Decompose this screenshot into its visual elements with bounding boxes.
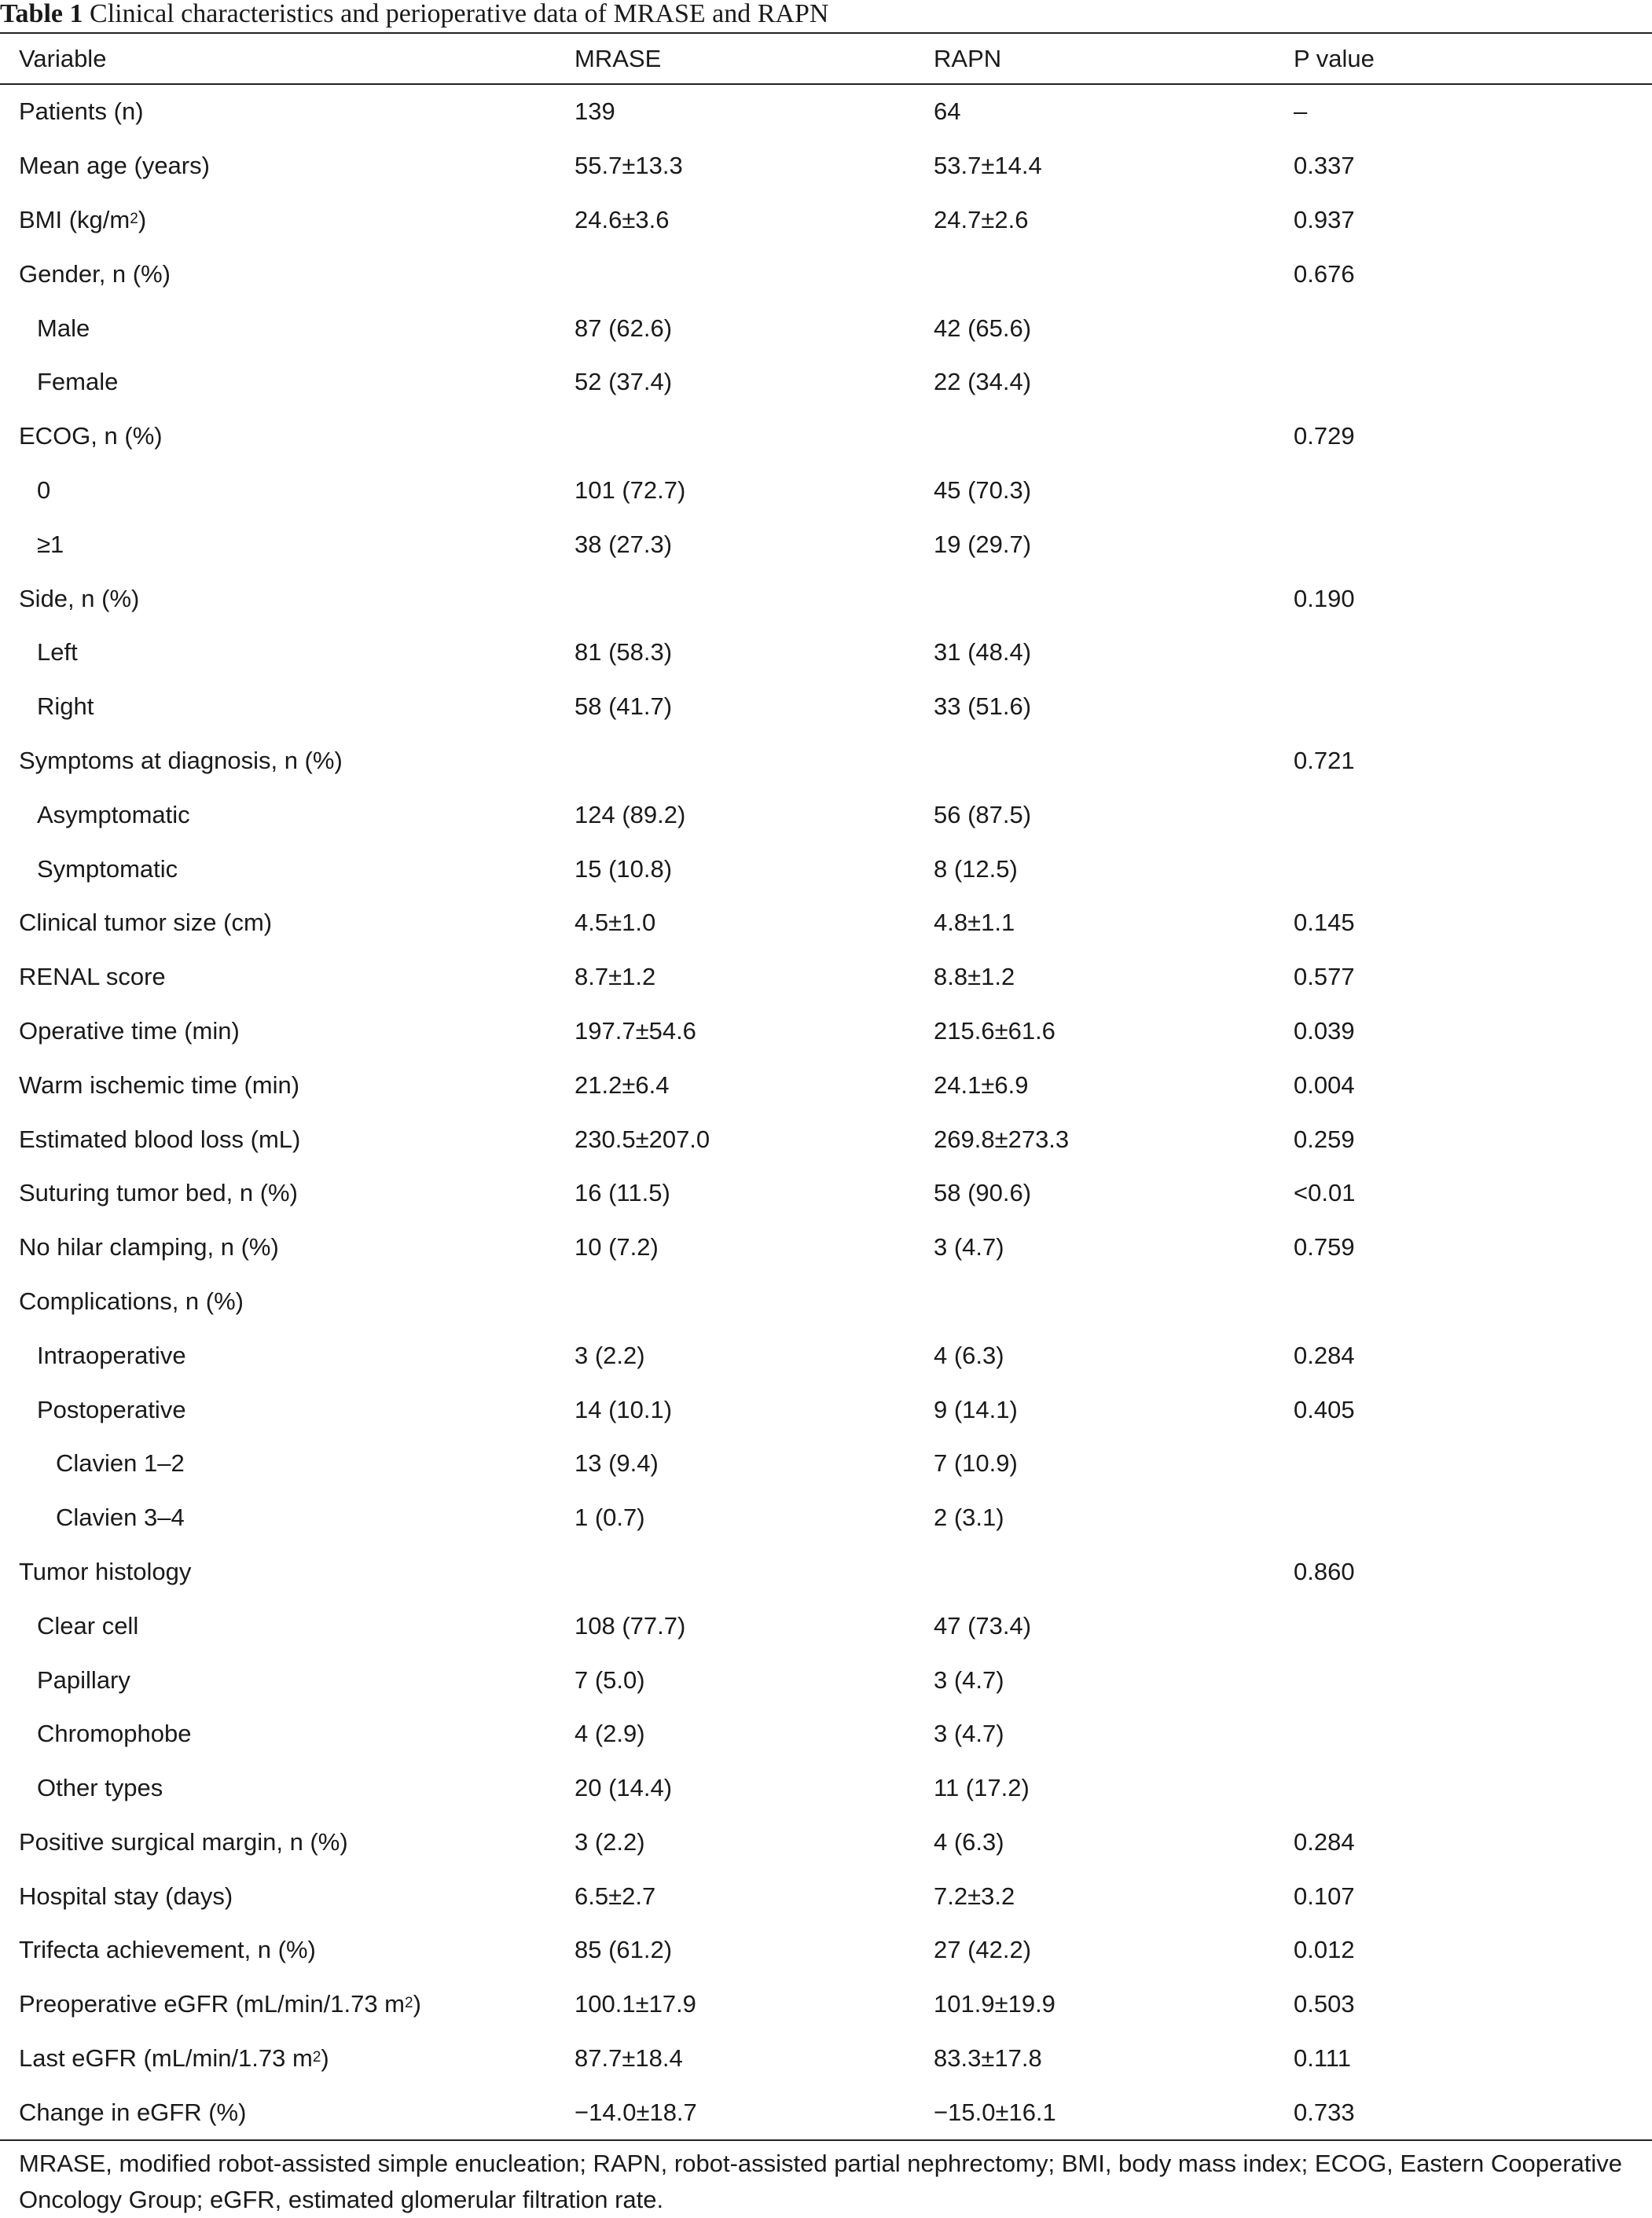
variable-label: Symptoms at diagnosis, n (%): [19, 746, 343, 774]
cell-rapn: 56 (87.5): [934, 800, 1032, 828]
cell-mrase: 6.5±2.7: [575, 1882, 656, 1910]
variable-label: Left: [37, 638, 78, 667]
cell-p-value: 0.039: [1294, 1016, 1355, 1045]
table-row: [0, 2085, 1652, 2139]
cell-variable: [19, 1166, 298, 1221]
cell-mrase: 16 (11.5): [575, 1179, 670, 1207]
variable-label: Clavien 3–4: [56, 1504, 185, 1532]
variable-label: Complications, n (%): [19, 1287, 244, 1315]
variable-label: Clavien 1–2: [56, 1449, 185, 1478]
cell-variable: [19, 409, 163, 464]
variable-label: Clinical tumor size (cm): [19, 909, 273, 937]
table-row: [0, 1816, 1652, 1870]
cell-variable: [37, 788, 190, 842]
table-row: [0, 1869, 1652, 1923]
cell-p-value: 0.733: [1294, 2098, 1355, 2126]
cell-rapn: −15.0±16.1: [934, 2098, 1056, 2126]
cell-mrase: 7 (5.0): [575, 1665, 645, 1694]
variable-label: Intraoperative: [37, 1341, 186, 1369]
table-row: [0, 1004, 1652, 1059]
cell-mrase: 15 (10.8): [575, 854, 673, 883]
table-row: [0, 680, 1652, 734]
cell-variable: BMI (kg/m $^2$ ): [19, 205, 147, 233]
cell-mrase: 230.5±207.0: [575, 1125, 710, 1153]
cell-mrase: 38 (27.3): [575, 530, 673, 558]
variable-suffix: ): [413, 1990, 421, 2018]
cell-mrase: 20 (14.4): [575, 1774, 673, 1802]
variable-label: No hilar clamping, n (%): [19, 1233, 279, 1261]
table-row: [0, 571, 1652, 626]
cell-rapn: 4.8±1.1: [934, 909, 1015, 937]
variable-label: Preoperative eGFR (mL/min/1.73 m: [19, 1990, 406, 2018]
table-row: [0, 1653, 1652, 1707]
cell-rapn: 3 (4.7): [934, 1720, 1004, 1748]
cell-variable: [19, 571, 139, 626]
cell-variable: [19, 734, 343, 788]
cell-p-value: 0.676: [1294, 259, 1355, 288]
cell-rapn: 31 (48.4): [934, 638, 1032, 667]
table-row: [0, 1761, 1652, 1816]
cell-rapn: 269.8±273.3: [934, 1125, 1070, 1153]
table-row: [0, 950, 1652, 1004]
cell-mrase: 87 (62.6): [575, 314, 673, 342]
cell-variable: [19, 1004, 240, 1059]
table-row: [0, 842, 1652, 896]
variable-label: Male: [37, 314, 90, 342]
cell-p-value: 0.729: [1294, 422, 1355, 450]
cell-rapn: 58 (90.6): [934, 1179, 1032, 1207]
cell-rapn: 7.2±3.2: [934, 1882, 1015, 1910]
variable-label: Papillary: [37, 1665, 130, 1694]
cell-p-value: 0.721: [1294, 746, 1355, 774]
table-row: [0, 1058, 1652, 1112]
cell-p-value: 0.012: [1294, 1936, 1355, 1964]
table-row: [0, 1599, 1652, 1653]
variable-label: Hospital stay (days): [19, 1882, 233, 1910]
variable-label: Suturing tumor bed, n (%): [19, 1179, 298, 1207]
table-header: [0, 34, 1652, 83]
cell-rapn: 45 (70.3): [934, 476, 1032, 504]
cell-mrase: 197.7±54.6: [575, 1016, 696, 1045]
header-mrase: MRASE: [575, 44, 662, 72]
cell-variable: [19, 1869, 233, 1923]
table-row: [0, 1977, 1652, 2032]
table-row: [0, 1221, 1652, 1275]
table-row: [0, 1923, 1652, 1977]
cell-p-value: 0.004: [1294, 1070, 1355, 1099]
cell-p-value: 0.259: [1294, 1125, 1355, 1153]
cell-variable: [19, 139, 210, 193]
variable-label: Gender, n (%): [19, 259, 171, 288]
variable-label: Side, n (%): [19, 584, 140, 612]
cell-rapn: 7 (10.9): [934, 1449, 1018, 1478]
cell-rapn: 47 (73.4): [934, 1611, 1032, 1640]
cell-mrase: 58 (41.7): [575, 692, 673, 721]
variable-label: RENAL score: [19, 963, 166, 991]
cell-mrase: 85 (61.2): [575, 1936, 673, 1964]
variable-label: Clear cell: [37, 1611, 139, 1640]
cell-variable: [37, 1599, 138, 1653]
variable-label: Tumor histology: [19, 1557, 192, 1585]
variable-label: BMI (kg/m: [19, 205, 130, 233]
cell-mrase: 10 (7.2): [575, 1233, 659, 1261]
cell-variable: [19, 247, 171, 301]
variable-label: Asymptomatic: [37, 800, 190, 828]
table-row: [0, 788, 1652, 842]
cell-rapn: 3 (4.7): [934, 1233, 1004, 1261]
cell-variable: [56, 1491, 185, 1545]
variable-label: Operative time (min): [19, 1016, 240, 1045]
cell-mrase: 3 (2.2): [575, 1341, 645, 1369]
cell-rapn: 33 (51.6): [934, 692, 1032, 721]
variable-label: Chromophobe: [37, 1720, 192, 1748]
cell-variable: [19, 1112, 300, 1166]
cell-rapn: 9 (14.1): [934, 1395, 1018, 1423]
cell-mrase: 1 (0.7): [575, 1504, 645, 1532]
table-row: [0, 301, 1652, 355]
cell-p-value: 0.937: [1294, 205, 1355, 233]
cell-p-value: 0.145: [1294, 909, 1355, 937]
cell-variable: [37, 464, 50, 518]
variable-label: Estimated blood loss (mL): [19, 1125, 301, 1153]
cell-mrase: 139: [575, 97, 615, 126]
variable-label: 0: [37, 476, 51, 504]
cell-mrase: 14 (10.1): [575, 1395, 673, 1423]
table-row: [0, 1112, 1652, 1166]
cell-variable: [19, 1816, 348, 1870]
cell-mrase: 52 (37.4): [575, 368, 673, 396]
cell-rapn: 8 (12.5): [934, 854, 1018, 883]
variable-label: Other types: [37, 1774, 163, 1802]
cell-p-value: 0.503: [1294, 1990, 1355, 2018]
variable-suffix: ): [321, 2044, 329, 2073]
table-caption: [0, 0, 828, 31]
variable-label: Right: [37, 692, 94, 721]
cell-mrase: 55.7±13.3: [575, 152, 683, 180]
cell-p-value: 0.337: [1294, 152, 1355, 180]
cell-rapn: 215.6±61.6: [934, 1016, 1055, 1045]
cell-variable: [37, 680, 94, 734]
cell-variable: [19, 85, 144, 139]
cell-variable: [19, 1058, 299, 1112]
cell-variable: [19, 1275, 244, 1329]
cell-variable: [37, 517, 64, 571]
variable-label: Female: [37, 368, 119, 396]
table-footnote: MRASE, modified robot-assisted simple enucleation; RAPN, robot-assisted partial nephrectomy; BMI, body mass index; ECOG, Eastern Cooperative Oncology Group; eGFR, estimated glomerular filtration rate.: [19, 2150, 1623, 2213]
cell-rapn: 11 (17.2): [934, 1774, 1030, 1802]
cell-p-value: <0.01: [1294, 1179, 1356, 1207]
cell-mrase: −14.0±18.7: [575, 2098, 697, 2126]
table-row: [0, 1328, 1652, 1383]
cell-p-value: 0.577: [1294, 963, 1355, 991]
variable-label: Postoperative: [37, 1395, 186, 1423]
cell-mrase: 3 (2.2): [575, 1827, 645, 1856]
cell-p-value: 0.190: [1294, 584, 1355, 612]
cell-variable: [37, 1328, 186, 1383]
table-row: [0, 464, 1652, 518]
cell-variable: [37, 355, 118, 409]
table-caption-text: Clinical characteristics and perioperative data of MRASE and RAPN: [90, 0, 829, 28]
cell-variable: [37, 626, 78, 680]
cell-variable: Preoperative eGFR (mL/min/1.73 m $^2$ ): [19, 1990, 421, 2018]
cell-variable: [19, 2085, 246, 2139]
header-row: [0, 34, 1652, 83]
cell-rapn: 3 (4.7): [934, 1665, 1004, 1694]
cell-variable: [37, 1707, 191, 1761]
variable-label: Positive surgical margin, n (%): [19, 1827, 348, 1856]
cell-variable: [19, 950, 166, 1004]
cell-rapn: 24.1±6.9: [934, 1070, 1029, 1099]
cell-rapn: 83.3±17.8: [934, 2044, 1042, 2073]
cell-variable: [19, 1545, 191, 1599]
cell-rapn: 27 (42.2): [934, 1936, 1032, 1964]
header-p-value: P value: [1294, 44, 1375, 72]
table-row: [0, 1545, 1652, 1599]
cell-rapn: 19 (29.7): [934, 530, 1032, 558]
cell-p-value: 0.405: [1294, 1395, 1355, 1423]
cell-p-value: 0.759: [1294, 1233, 1355, 1261]
cell-variable: [37, 301, 90, 355]
cell-p-value: 0.284: [1294, 1827, 1355, 1856]
cell-rapn: 2 (3.1): [934, 1504, 1004, 1532]
table-row: [0, 247, 1652, 301]
table-row: [0, 1707, 1652, 1761]
cell-mrase: 4 (2.9): [575, 1720, 645, 1748]
table-row: [0, 409, 1652, 464]
cell-p-value: 0.860: [1294, 1557, 1355, 1585]
table-body: [0, 85, 1652, 2139]
cell-mrase: 124 (89.2): [575, 800, 686, 828]
table-row: [0, 1383, 1652, 1437]
cell-rapn: 101.9±19.9: [934, 1990, 1055, 2018]
cell-rapn: 24.7±2.6: [934, 205, 1029, 233]
variable-label: Last eGFR (mL/min/1.73 m: [19, 2044, 313, 2073]
variable-label: Mean age (years): [19, 152, 210, 180]
cell-variable: Last eGFR (mL/min/1.73 m $^2$ ): [19, 2044, 329, 2073]
header-rapn: RAPN: [934, 44, 1002, 72]
table-row: [0, 1491, 1652, 1545]
cell-mrase: 8.7±1.2: [575, 963, 656, 991]
table-row: [0, 85, 1652, 139]
table-row: [0, 896, 1652, 950]
cell-p-value: 0.111: [1294, 2044, 1351, 2073]
table-row: [0, 517, 1652, 571]
cell-mrase: 24.6±3.6: [575, 205, 670, 233]
cell-mrase: 21.2±6.4: [575, 1070, 670, 1099]
cell-mrase: 4.5±1.0: [575, 909, 656, 937]
cell-variable: [19, 1923, 316, 1977]
cell-variable: [37, 1761, 163, 1816]
variable-label: ECOG, n (%): [19, 422, 163, 450]
cell-variable: [19, 1221, 279, 1275]
variable-label: ≥1: [37, 530, 64, 558]
cell-p-value: 0.107: [1294, 1882, 1355, 1910]
table-bottom-rule: [0, 2139, 1652, 2141]
variable-label: Symptomatic: [37, 854, 178, 883]
header-variable: Variable: [19, 44, 107, 72]
variable-suffix: ): [138, 205, 147, 233]
cell-variable: [37, 1383, 186, 1437]
cell-mrase: 100.1±17.9: [575, 1990, 696, 2018]
cell-mrase: 108 (77.7): [575, 1611, 686, 1640]
table-row: [0, 355, 1652, 409]
table-row: [0, 734, 1652, 788]
table-row: [0, 1166, 1652, 1221]
cell-rapn: 4 (6.3): [934, 1827, 1004, 1856]
table-row: [0, 139, 1652, 193]
cell-rapn: 22 (34.4): [934, 368, 1032, 396]
table-caption-label: Table 1: [0, 0, 83, 28]
cell-mrase: 101 (72.7): [575, 476, 686, 504]
cell-rapn: 64: [934, 97, 961, 126]
cell-mrase: 81 (58.3): [575, 638, 673, 667]
cell-variable: [37, 842, 178, 896]
cell-mrase: 13 (9.4): [575, 1449, 659, 1478]
cell-p-value: –: [1294, 97, 1308, 126]
cell-rapn: 42 (65.6): [934, 314, 1032, 342]
table-row: [0, 1437, 1652, 1491]
table-row: [0, 1275, 1652, 1329]
table-row: [0, 193, 1652, 248]
cell-rapn: 8.8±1.2: [934, 963, 1015, 991]
cell-variable: [37, 1653, 130, 1707]
table-row: [0, 2032, 1652, 2086]
cell-p-value: 0.284: [1294, 1341, 1355, 1369]
cell-rapn: 53.7±14.4: [934, 152, 1042, 180]
variable-label: Change in eGFR (%): [19, 2098, 247, 2126]
table-row: [0, 626, 1652, 680]
cell-variable: [19, 896, 272, 950]
cell-variable: [56, 1437, 185, 1491]
variable-label: Warm ischemic time (min): [19, 1070, 300, 1099]
cell-mrase: 87.7±18.4: [575, 2044, 683, 2073]
variable-label: Patients (n): [19, 97, 144, 126]
cell-rapn: 4 (6.3): [934, 1341, 1004, 1369]
variable-label: Trifecta achievement, n (%): [19, 1936, 316, 1964]
